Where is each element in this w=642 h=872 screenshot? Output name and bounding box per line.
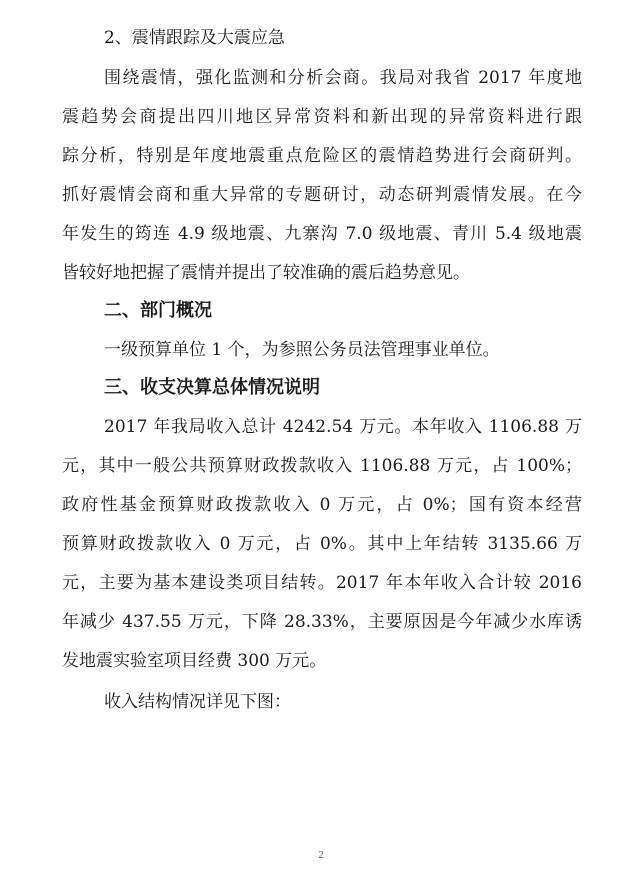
- income-structure-note: 收入结构情况详见下图：: [104, 692, 291, 712]
- paragraph-line: 抓好震情会商和重大异常的专题研讨，动态研判震情发展。在今: [62, 185, 582, 205]
- department-overview-text: 一级预算单位 1 个，为参照公务员法管理事业单位。: [104, 340, 500, 360]
- paragraph-line: 年发生的筠连 4.9 级地震、九寨沟 7.0 级地震、青川 5.4 级地震: [62, 224, 582, 244]
- paragraph-line: 踪分析，特别是年度地震重点危险区的震情趋势进行会商研判。: [62, 146, 582, 166]
- paragraph-line: 预算财政拨款收入 0 万元，占 0%。其中上年结转 3135.66 万: [62, 534, 582, 554]
- paragraph-line: 2017 年我局收入总计 4242.54 万元。本年收入 1106.88 万: [104, 417, 582, 437]
- heading-department-overview: 二、部门概况: [104, 300, 212, 321]
- section-subheading: 2、震情跟踪及大震应急: [104, 28, 285, 48]
- paragraph-line: 发地震实验室项目经费 300 万元。: [62, 651, 327, 671]
- paragraph-line: 震趋势会商提出四川地区异常资料和新出现的异常资料进行跟: [62, 107, 582, 127]
- page-number: 2: [318, 849, 324, 861]
- paragraph-line: 年减少 437.55 万元，下降 28.33%，主要原因是今年减少水库诱: [62, 612, 582, 632]
- heading-budget-summary: 三、收支决算总体情况说明: [104, 377, 320, 398]
- paragraph-line: 皆较好地把握了震情并提出了较准确的震后趋势意见。: [62, 263, 470, 283]
- paragraph-line: 政府性基金预算财政拨款收入 0 万元，占 0%；国有资本经营: [62, 495, 582, 515]
- paragraph-line: 围绕震情，强化监测和分析会商。我局对我省 2017 年度地: [104, 68, 582, 88]
- paragraph-line: 元，其中一般公共预算财政拨款收入 1106.88 万元，占 100%；: [62, 456, 582, 476]
- paragraph-line: 元，主要为基本建设类项目结转。2017 年本年收入合计较 2016: [62, 573, 582, 593]
